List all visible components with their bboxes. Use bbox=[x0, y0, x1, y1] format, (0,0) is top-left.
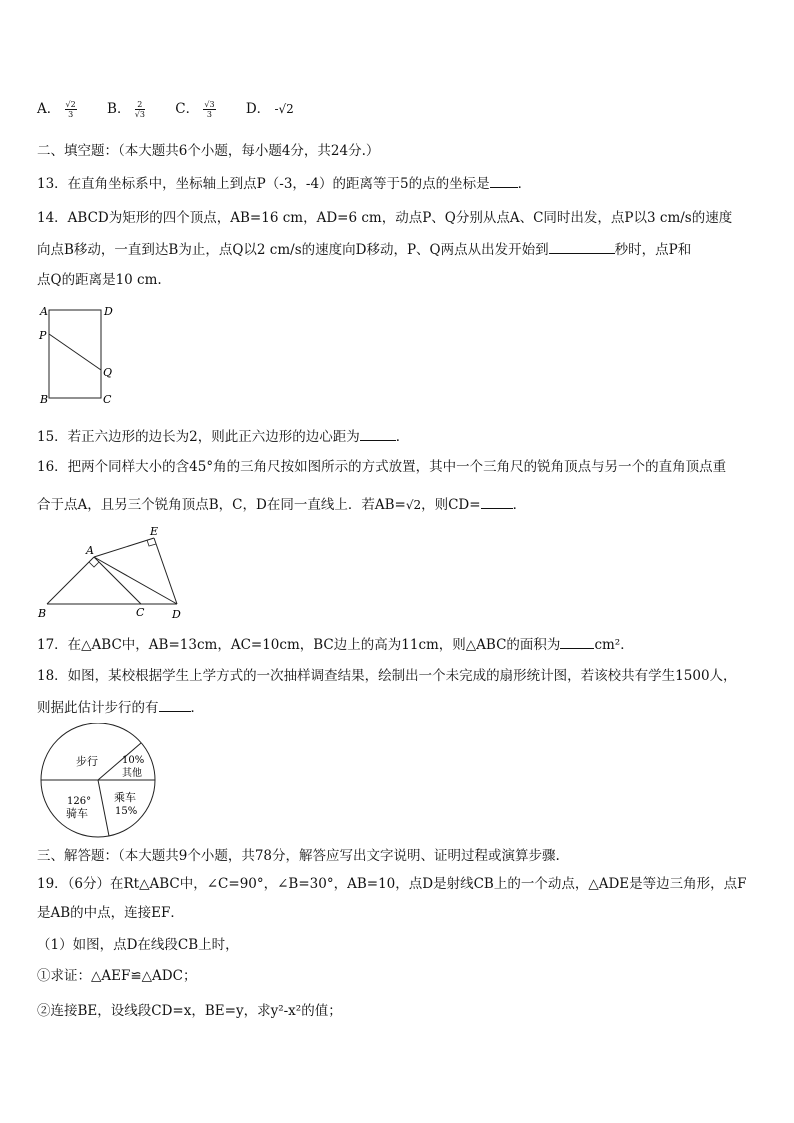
pie-label-bus: 乘车 bbox=[114, 791, 136, 804]
option-b-numerator: 2 bbox=[135, 100, 145, 110]
option-d-label: D． bbox=[245, 101, 271, 117]
q15-text: 15．若正六边形的边长为2，则此正六边形的边心距为 bbox=[37, 429, 360, 445]
pie-label-other: 其他 bbox=[122, 768, 142, 779]
label-p: P bbox=[39, 329, 47, 342]
line-ae bbox=[94, 538, 154, 557]
label-b: B bbox=[38, 607, 47, 620]
label-q: Q bbox=[103, 366, 113, 379]
label-d: D bbox=[104, 305, 113, 318]
line-ad bbox=[94, 557, 177, 604]
answer-options bbox=[37, 100, 320, 119]
option-c-label: C． bbox=[175, 101, 200, 117]
option-b-denominator: √3 bbox=[134, 110, 145, 119]
option-a-numerator: √2 bbox=[65, 100, 76, 109]
right-angle-mark-a bbox=[89, 562, 99, 567]
q14-line3: 点Q的距离是10 cm. bbox=[37, 272, 162, 288]
option-b-fraction bbox=[135, 100, 145, 119]
q19-part1: （1）如图，点D在线段CB上时， bbox=[37, 937, 239, 953]
option-c bbox=[175, 100, 215, 119]
pie-label-bike: 骑车 bbox=[66, 807, 88, 820]
pie-label-walk: 步行 bbox=[76, 755, 98, 768]
q14-line2b: 秒时，点P和 bbox=[614, 242, 692, 258]
option-c-numerator: √3 bbox=[204, 100, 215, 109]
option-a-label: A． bbox=[37, 101, 61, 117]
q14-answer-blank[interactable] bbox=[549, 241, 615, 254]
pie-label-other-pct: 10% bbox=[122, 755, 145, 766]
question-15 bbox=[37, 428, 409, 445]
option-a-denominator: 3 bbox=[68, 110, 74, 119]
label-d: D bbox=[172, 608, 181, 620]
q16-line2 bbox=[37, 496, 526, 513]
q16-answer-blank[interactable] bbox=[481, 496, 513, 509]
option-a-fraction bbox=[65, 100, 77, 119]
option-a bbox=[37, 100, 77, 119]
option-c-denominator: 3 bbox=[206, 110, 213, 119]
q18-line1: 18．如图，某校根据学生上学方式的一次抽样调查结果，绘制出一个未完成的扇形统计图，若该校共有学生1500人， bbox=[37, 668, 737, 684]
option-d-value: -√2 bbox=[274, 102, 294, 116]
q15-answer-blank[interactable] bbox=[360, 428, 396, 441]
pie-divider-center-bottom bbox=[98, 780, 109, 836]
line-ac bbox=[94, 557, 141, 604]
option-c-fraction bbox=[203, 100, 215, 119]
q16-line1: 16．把两个同样大小的含45°角的三角尺按如图所示的方式放置，其中一个三角尺的锐角顶点与另一个的直角顶点重 bbox=[37, 459, 727, 475]
q17-answer-blank[interactable] bbox=[560, 636, 594, 649]
rectangle-abcd bbox=[49, 310, 101, 398]
q16-line2a: 合于点A，且另三个锐角顶点B，C，D在同一直线上．若AB= bbox=[37, 497, 406, 513]
q18-end: ． bbox=[190, 700, 204, 716]
label-b: B bbox=[40, 393, 49, 406]
q14-rectangle-figure bbox=[36, 302, 126, 408]
label-c: C bbox=[103, 393, 112, 406]
q19-line1: 19．（6分）在Rt△ABC中，∠C=90°，∠B=30°，AB=10，点D是射线CB上的一个动点，△ADE是等边三角形，点F bbox=[37, 876, 747, 892]
q13-end: ． bbox=[517, 176, 532, 192]
q16-sqrt2: √2 bbox=[405, 498, 422, 512]
pie-label-bus-pct: 15% bbox=[115, 806, 138, 817]
label-a: A bbox=[40, 305, 48, 318]
question-17 bbox=[37, 636, 634, 653]
q14-line1: 14．ABCD为矩形的四个顶点，AB=16 cm，AD=6 cm，动点P、Q分别从点A、C同时出发，点P以3 cm/s的速度 bbox=[37, 210, 733, 226]
q18-pie-chart bbox=[38, 723, 162, 841]
question-13 bbox=[37, 175, 531, 192]
section2-heading: 二、填空题：（本大题共6个小题，每小题4分，共24分.） bbox=[37, 143, 380, 159]
option-d bbox=[246, 101, 294, 117]
label-e: E bbox=[150, 525, 159, 538]
q16-end: ． bbox=[512, 497, 527, 513]
q15-end: ． bbox=[395, 429, 410, 445]
q18-answer-blank[interactable] bbox=[159, 699, 191, 712]
label-a: A bbox=[86, 544, 94, 557]
q13-text: 13．在直角坐标系中，坐标轴上到点P（-3，-4）的距离等于5的点的坐标是 bbox=[37, 176, 490, 192]
pie-label-bike-deg: 126° bbox=[67, 796, 92, 807]
segment-pq bbox=[49, 334, 101, 370]
q17-text: 17．在△ABC中，AB=13cm，AC=10cm，BC边上的高为11cm，则△ABC的面积为 bbox=[37, 637, 561, 653]
q18-line2 bbox=[37, 699, 204, 716]
q19-sub1: ①求证：△AEF≌△ADC； bbox=[37, 968, 197, 984]
q19-line2: 是AB的中点，连接EF． bbox=[37, 905, 184, 921]
q14-line2 bbox=[37, 241, 691, 258]
q14-line2a: 向点B移动，一直到达B为止，点Q以2 cm/s的速度向D移动，P、Q两点从出发开始到 bbox=[37, 242, 549, 258]
section3-heading: 三、解答题：（本大题共9个小题，共78分，解答应写出文字说明、证明过程或演算步骤. bbox=[37, 848, 560, 864]
q16-line2b: ，则CD= bbox=[421, 497, 481, 513]
q18-line2: 则据此估计步行的有 bbox=[37, 700, 159, 716]
q16-triangles-figure bbox=[34, 524, 194, 620]
line-ab bbox=[47, 557, 94, 604]
q13-answer-blank[interactable] bbox=[490, 175, 518, 188]
option-b bbox=[107, 100, 145, 119]
label-c: C bbox=[136, 606, 145, 619]
line-ed bbox=[154, 538, 177, 604]
q19-sub2: ②连接BE，设线段CD=x，BE=y，求y²-x²的值； bbox=[37, 1003, 342, 1019]
q17-unit: cm²． bbox=[594, 637, 634, 653]
option-b-label: B． bbox=[107, 101, 131, 117]
